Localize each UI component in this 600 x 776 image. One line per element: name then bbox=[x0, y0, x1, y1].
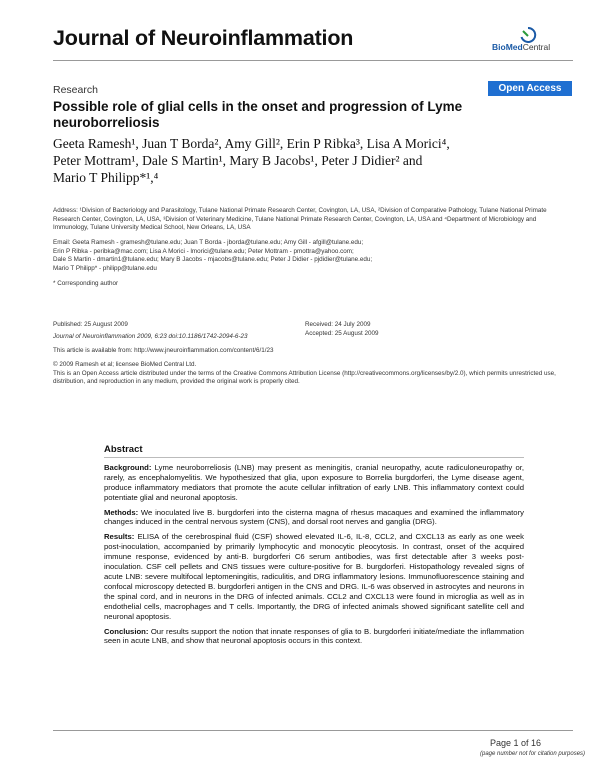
author-list bbox=[53, 135, 558, 186]
abstract-conclusion: Conclusion: Our results support the notion that innate responses of glia to B. burgdorferi initiate/mediate the inflammation seen in acute LNB, and show that neuronal apoptosis occurs in this context. bbox=[104, 626, 524, 646]
email-line: Erin P Ribka - peribka@mac.com; Lisa A Morici - lmorici@tulane.edu; Peter Mottram - pmottra@yahoo.com; bbox=[53, 247, 354, 255]
page-number: Page 1 of 16 bbox=[490, 738, 542, 748]
received-date: Received: 24 July 2009 bbox=[305, 321, 371, 328]
author-line: Peter Mottram¹, Dale S Martin¹, Mary B Jacobs¹, Peter J Didier² and bbox=[53, 153, 423, 168]
publisher-name: BioMedCentral bbox=[492, 42, 551, 52]
journal-title: Journal of Neuroinflammation bbox=[53, 26, 354, 50]
abstract-results: Results: ELISA of the cerebrospinal fluid (CSF) showed elevated IL-6, IL-8, CCL2, and CXCL13 as early as one week post-inoculation, accompanied by primarily lymphocytic and monocytic pleocytosis. In contrast, onset of the acquired immune response, evidenced by anti-B. burgdorferi C6 serum antibodies, was first detectable after 3 weeks post-inoculation. CSF cell pellets and CNS tissues were culture-positive for B. burgdorferi. Histopathology revealed signs of acute LNB: severe multifocal leptomeningitis, radiculitis, and DRG inflammatory lesions. Immunofluorescence staining and confocal microscopy detected B. burgdorferi antigen in the CNS and DRG. IL-6 was observed in astrocytes and neurons in the spinal cord, and in neurons in the DRG of infected animals. CCL2 and CXCL13 were found in microglia as well as in endothelial cells, macrophages and T cells. Importantly, the DRG of infected animals showed significant satellite cell and neuronal apoptosis. bbox=[104, 532, 524, 621]
page-number-note: (page number not for citation purposes) bbox=[480, 751, 586, 757]
email-line: Email: Geeta Ramesh - gramesh@tulane.edu; Juan T Borda - jborda@tulane.edu; Amy Gill - afgill@tulane.edu; bbox=[53, 239, 364, 246]
citation: Journal of Neuroinflammation 2009, 6:23 doi:10.1186/1742-2094-6-23 bbox=[53, 333, 248, 340]
open-access-badge: Open Access bbox=[488, 81, 572, 96]
header-divider bbox=[53, 60, 573, 61]
author-line: Geeta Ramesh¹, Juan T Borda², Amy Gill², Erin P Ribka³, Lisa A Morici⁴, bbox=[53, 136, 450, 151]
license-text: This is an Open Access article distributed under the terms of the Creative Commons Attribution License (http://creativecommons.org/licenses/by/2.0), which permits unrestricted use, distribution, and reproduction in any medium, provided the original work is properly cited. bbox=[53, 369, 556, 386]
section-label: Research bbox=[53, 84, 98, 96]
published-date: Published: 25 August 2009 bbox=[53, 321, 128, 328]
corresponding-author-note: * Corresponding author bbox=[53, 280, 119, 287]
copyright-block bbox=[53, 361, 568, 387]
email-line: Mario T Philipp* - philipp@tulane.edu bbox=[53, 264, 157, 272]
author-line: Mario T Philipp*¹,⁴ bbox=[53, 170, 159, 185]
abstract-heading: Abstract bbox=[104, 445, 524, 458]
article-url[interactable]: This article is available from: http://www.jneuroinflammation.com/content/6/1/23 bbox=[53, 347, 274, 354]
copyright-line: © 2009 Ramesh et al; licensee BioMed Central Ltd. bbox=[53, 361, 197, 368]
accepted-date: Accepted: 25 August 2009 bbox=[305, 330, 379, 337]
abstract bbox=[104, 445, 524, 651]
footer-divider bbox=[53, 730, 573, 731]
biomed-logo-icon bbox=[519, 27, 537, 43]
email-line: Dale S Martin - dmartin1@tulane.edu; Mary B Jacobs - mjacobs@tulane.edu; Peter J Didier - pjdidier@tulane.edu; bbox=[53, 256, 373, 264]
biomed-central-logo[interactable] bbox=[492, 27, 564, 55]
article-title: Possible role of glial cells in the onset and progression of Lyme neuroborreliosis bbox=[53, 99, 463, 130]
affiliations: Address: ¹Division of Bacteriology and Parasitology, Tulane National Primate Research Center, Covington, LA, USA, ²Division of Comparative Pathology, Tulane National Primate Research Center, Covington, LA, USA, ³Division of Veterinary Medicine, Tulane National Primate Research Center, Covington, LA, USA and ⁴Department of Microbiology and Immunology, Tulane University Medical School, New Orleans, LA, USA bbox=[53, 207, 547, 232]
abstract-methods: Methods: We inoculated live B. burgdorferi into the cisterna magna of rhesus macaques and examined the inflammatory changes induced in the central nervous system (CNS), and dorsal root nerves and ganglia (DRG). bbox=[104, 507, 524, 527]
email-list bbox=[53, 239, 568, 273]
abstract-background: Background: Lyme neuroborreliosis (LNB) may present as meningitis, cranial neuropathy, acute radiculoneuropathy or, rarely, as encephalomyelitis. We hypothesized that glia, upon exposure to Borrelia burgdorferi, the Lyme disease agent, produce inflammatory mediators that promote the acute cellular infiltration of early LNB. This inflammatory context could potentiate glial and neuronal apoptosis. bbox=[104, 462, 524, 502]
